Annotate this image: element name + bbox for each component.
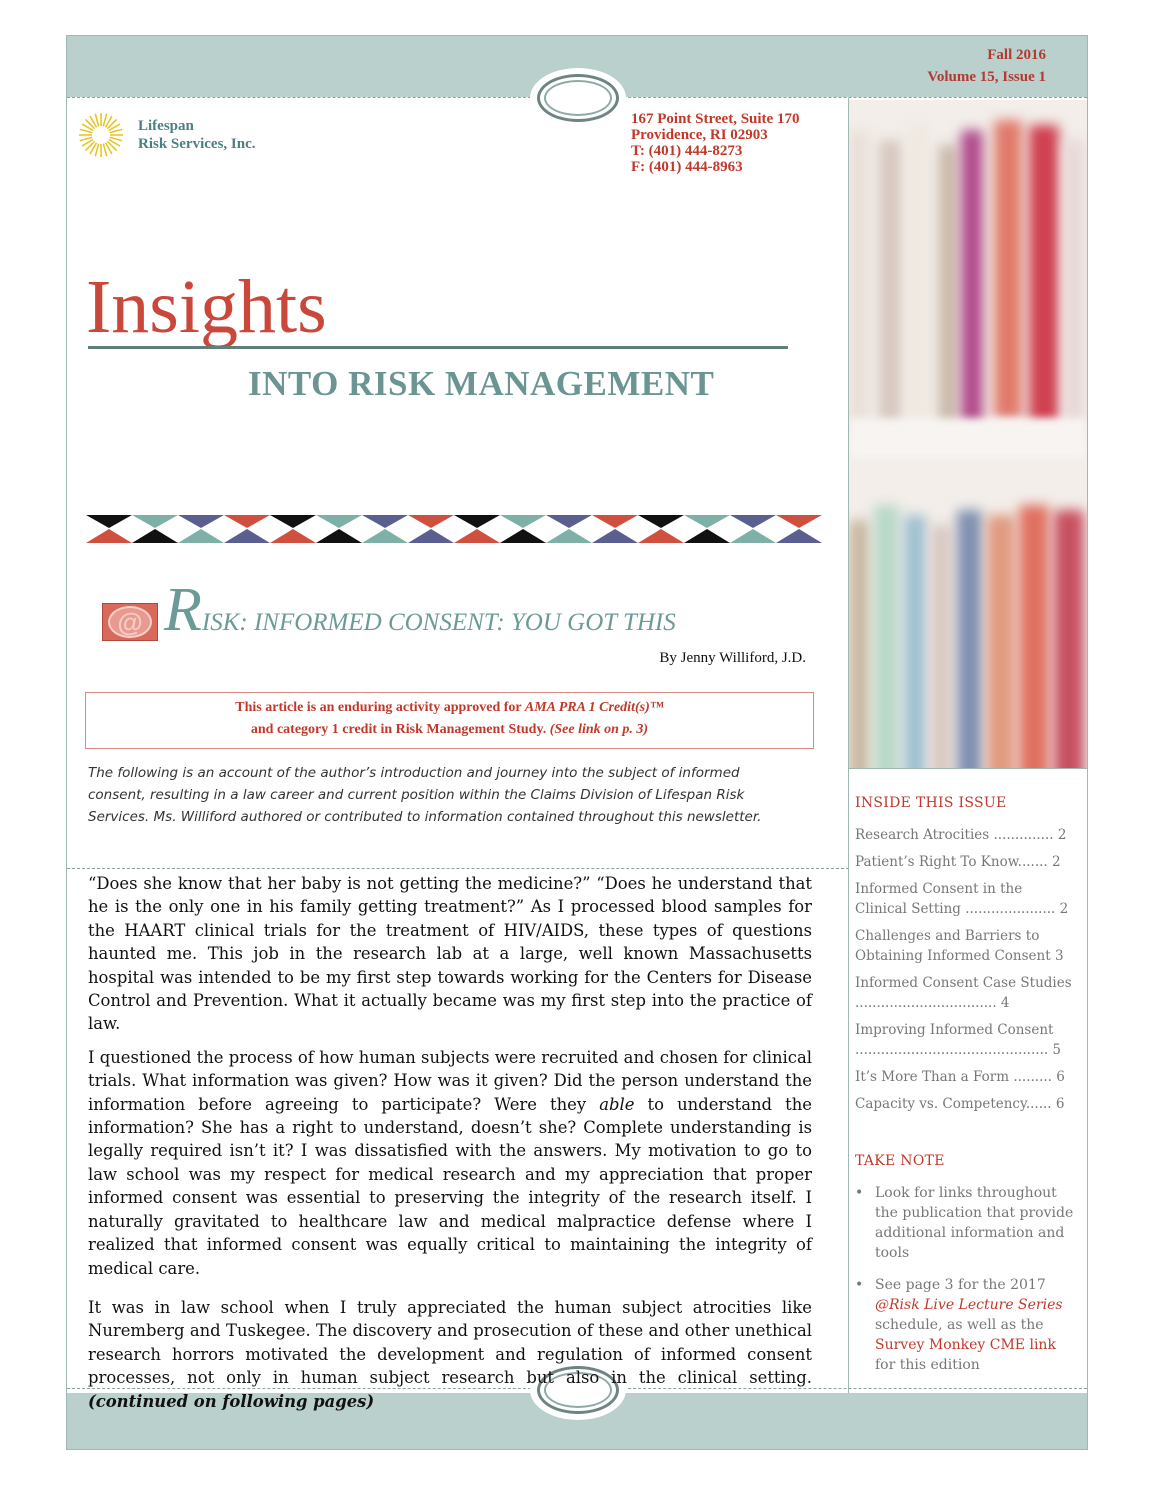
diamond-triangle <box>408 515 454 528</box>
sun-logo-icon <box>76 110 126 160</box>
diamond-triangle <box>270 529 316 543</box>
toc-item[interactable]: Patient’s Right To Know....... 2 <box>855 854 1061 870</box>
diamond-triangle <box>500 515 546 528</box>
book-spine <box>931 525 951 768</box>
note-text: schedule, as well as the <box>875 1317 1044 1333</box>
article-headline <box>164 575 676 646</box>
diamond-triangle <box>454 529 500 543</box>
note-item: • Look for links throughout the publication that provide additional information and tools <box>855 1183 1075 1263</box>
credit-ama: AMA PRA 1 Credit(s)™ <box>524 700 664 715</box>
books-photo <box>849 100 1087 768</box>
address-fax: F: (401) 444-8963 <box>631 159 743 175</box>
book-spine <box>849 130 869 430</box>
book-spine <box>1064 140 1084 440</box>
byline: By Jenny Williford, J.D. <box>659 650 806 666</box>
photo-divider <box>849 768 1087 769</box>
issue-season: Fall 2016 <box>987 47 1046 63</box>
diamond-triangle <box>362 529 408 543</box>
credit-text-2: and category 1 credit in Risk Management Study. <box>250 722 550 737</box>
lecture-series-link[interactable]: @Risk Live Lecture Series <box>875 1297 1063 1313</box>
note-text: for this edition <box>875 1357 980 1373</box>
diamond-triangle <box>684 529 730 543</box>
sun-ray <box>110 129 123 132</box>
issue-info <box>927 44 1046 88</box>
diamond-triangle <box>592 529 638 543</box>
paragraph-emphasis: able <box>599 1094 635 1114</box>
paragraph <box>88 1046 812 1280</box>
book-spine <box>1019 505 1049 768</box>
address-block <box>631 111 799 175</box>
masthead-subtitle: INTO RISK MANAGEMENT <box>248 364 715 403</box>
book-spine <box>909 125 929 425</box>
toc-item[interactable]: Research Atrocities .............. 2 <box>855 827 1067 843</box>
toc-item[interactable]: Challenges and Barriers to Obtaining Informed Consent 3 <box>855 928 1064 964</box>
note-text: See page 3 for the 2017 <box>875 1277 1046 1293</box>
survey-monkey-link[interactable]: Survey Monkey CME link <box>875 1337 1056 1353</box>
masthead-rule <box>88 346 788 349</box>
sun-ray <box>80 137 93 140</box>
book-spine <box>957 510 982 768</box>
book-spine <box>874 505 899 768</box>
toc-item[interactable]: It’s More Than a Form ......... 6 <box>855 1069 1065 1085</box>
diamond-triangle <box>362 515 408 528</box>
diamond-triangle <box>270 515 316 528</box>
diamond-triangle <box>224 515 270 528</box>
paragraph-text: I questioned the process of how human subjects were recruited and chosen for clinical trials. What information was given? How was it given? Did the person understand the information before agreeing to participate? Were they <box>88 1047 812 1114</box>
sun-ray <box>95 114 98 127</box>
article-divider <box>67 868 849 869</box>
diamond-triangle <box>638 529 684 543</box>
diamond-triangle <box>454 515 500 528</box>
inside-this-issue <box>855 795 1075 1121</box>
book-spine <box>879 140 901 440</box>
shelf <box>849 418 1087 458</box>
toc-item[interactable]: Capacity vs. Competency...... 6 <box>855 1096 1065 1112</box>
diamond-triangle <box>86 529 132 543</box>
address-phone: T: (401) 444-8273 <box>631 143 743 159</box>
headline-cap: R <box>164 576 202 644</box>
diamond-border-ornament <box>86 515 822 543</box>
toc-item[interactable]: Improving Informed Consent ............................................. 5 <box>855 1022 1061 1058</box>
sun-ray <box>80 129 93 132</box>
diamond-triangle <box>178 529 224 543</box>
toc-title: INSIDE THIS ISSUE <box>855 795 1007 811</box>
address-city: Providence, RI 02903 <box>631 127 768 143</box>
article-intro: The following is an account of the author’s introduction and journey into the subject of informed consent, resulting in a law career and current position within the Claims Division of Lifespan Risk Services. Ms. Williford authored or contributed to information contained throughout this newsletter. <box>88 765 762 825</box>
logo <box>76 110 256 160</box>
book-spine <box>904 515 926 768</box>
diamond-triangle <box>546 515 592 528</box>
diamond-triangle <box>776 515 822 528</box>
book-spine <box>939 145 957 445</box>
diamond-triangle <box>132 515 178 528</box>
toc-item[interactable]: Informed Consent Case Studies ................................. 4 <box>855 975 1072 1011</box>
masthead-title: Insights <box>86 265 327 349</box>
header-ring-ornament <box>530 68 626 128</box>
sun-ray <box>103 144 106 157</box>
issue-volume: Volume 15, Issue 1 <box>927 69 1046 85</box>
diamond-triangle <box>316 515 362 528</box>
credit-link-note: (See link on p. 3) <box>549 722 649 737</box>
credit-text: This article is an enduring activity approved for <box>235 700 525 715</box>
diamond-triangle <box>638 515 684 528</box>
diamond-triangle <box>684 515 730 528</box>
diamond-triangle <box>178 515 224 528</box>
toc-item[interactable]: Informed Consent in the Clinical Setting ..................... 2 <box>855 881 1069 917</box>
book-spine <box>1054 510 1084 768</box>
logo-line2: Risk Services, Inc. <box>138 136 256 152</box>
sun-ray <box>110 137 123 140</box>
take-note <box>855 1153 1075 1387</box>
paragraph-text: It was in law school when I truly appreciated the human subject atrocities like Nuremberg and Tuskegee. The discovery and prosecution of these and other unethical research horrors motivated the development and regulation of informed consent processes, not only in human subject research but also in the clinical setting. <box>88 1297 812 1388</box>
diamond-triangle <box>132 529 178 543</box>
book-spine <box>961 130 983 430</box>
paragraph-text: to understand the information? She has a right to understand, doesn’t she? Complete understanding is legally required isn’t it? I was dissatisfied with the answers. My motivation to go to law school was my respect for medical research and my appreciation that proper informed consent was essential to preserving the integrity of the research itself. I naturally gravitated to healthcare law and medical malpractice defense where I realized that informed consent was equally critical to maintaining the integrity of medical care. <box>88 1094 812 1278</box>
diamond-triangle <box>86 515 132 528</box>
book-spine <box>1029 125 1059 425</box>
logo-line1: Lifespan <box>138 118 194 134</box>
book-spine <box>987 515 1015 768</box>
diamond-triangle <box>592 515 638 528</box>
book-spine <box>849 520 869 768</box>
diamond-triangle <box>776 529 822 543</box>
headline-rest: ISK: INFORMED CONSENT: YOU GOT THIS <box>201 609 676 636</box>
diamond-triangle <box>224 529 270 543</box>
credit-notice <box>85 692 814 749</box>
note-title: TAKE NOTE <box>855 1153 945 1169</box>
diamond-triangle <box>546 529 592 543</box>
address-street: 167 Point Street, Suite 170 <box>631 111 800 127</box>
article-body <box>88 872 812 1423</box>
paragraph: “Does she know that her baby is not getting the medicine?” “Does he understand that he is the only one in his family getting treatment?” As I processed blood samples for the HAART clinical trials for the treatment of HIV/AIDS, these types of questions haunted me. This job in the research lab at a large, well known Massachusetts hospital was intended to be my first step towards working for the Centers for Disease Control and Prevention. What it actually became was my first step into the practice of law. <box>88 874 812 1034</box>
paragraph <box>88 1296 812 1413</box>
diamond-triangle <box>500 529 546 543</box>
at-sign-icon: @ <box>102 603 158 641</box>
sun-ray <box>103 114 106 127</box>
continued-note: (continued on following pages) <box>88 1391 375 1411</box>
diamond-triangle <box>730 529 776 543</box>
diamond-triangle <box>316 529 362 543</box>
diamond-triangle <box>730 515 776 528</box>
diamond-triangle <box>408 529 454 543</box>
book-spine <box>994 120 1022 420</box>
note-item <box>855 1275 1075 1375</box>
sun-ray <box>95 144 98 157</box>
